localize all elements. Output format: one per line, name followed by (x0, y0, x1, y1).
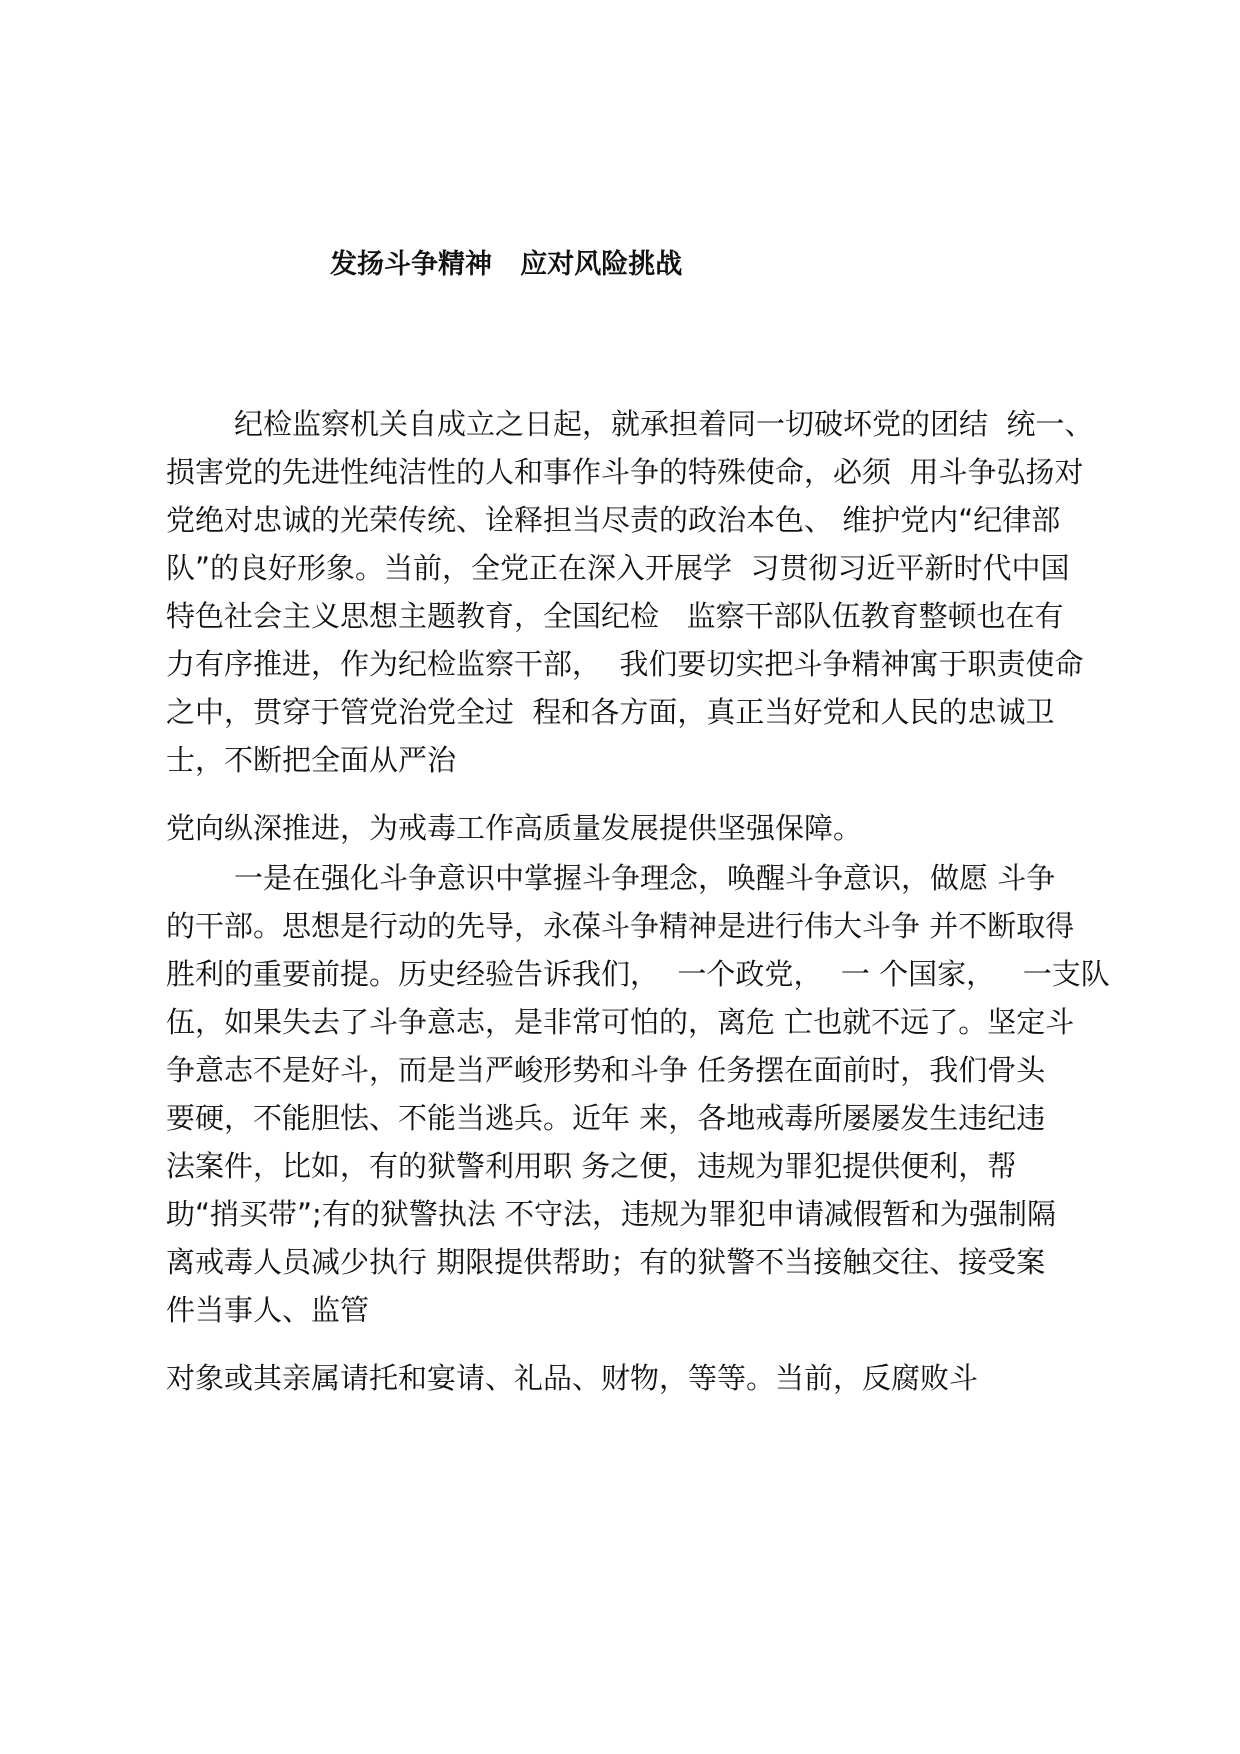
body-line: 伍，如果失去了斗争意志，是非常可怕的，离危 亡也就不远了。坚定斗 (166, 1005, 1075, 1039)
body-line: 士，不断把全面从严治 (166, 743, 457, 777)
body-line: 党绝对忠诚的光荣传统、诠释担当尽责的政治本色、 维护党内“纪律部 (166, 503, 1061, 537)
body-line: 法案件，比如，有的狱警利用职 务之便，违规为罪犯提供便利，帮 (166, 1149, 1017, 1183)
body-line: 之中，贯穿于管党治党全过 程和各方面，真正当好党和人民的忠诚卫 (166, 695, 1055, 729)
body-line: 件当事人、监管 (166, 1293, 370, 1327)
body-line: 党向纵深推进，为戒毒工作高质量发展提供坚强保障。 (166, 811, 863, 845)
document-title: 发扬斗争精神 应对风险挑战 (330, 249, 683, 280)
body-line: 纪检监察机关自成立之日起，就承担着同一切破坏党的团结 统一、 (234, 407, 1094, 441)
body-line: 队”的良好形象。当前，全党正在深入开展学 习贯彻习近平新时代中国 (166, 551, 1070, 585)
body-line: 对象或其亲属请托和宴请、礼品、财物，等等。当前，反腐败斗 (166, 1361, 979, 1395)
body-line: 要硬，不能胆怯、不能当逃兵。近年 来，各地戒毒所屡屡发生违纪违 (166, 1101, 1046, 1135)
body-line: 损害党的先进性纯洁性的人和事作斗争的特殊使命，必须 用斗争弘扬对 (166, 455, 1084, 489)
body-line: 胜利的重要前提。历史经验告诉我们， 一个政党， 一 个国家， 一支队 (166, 957, 1110, 991)
body-line: 助“捎买带”;有的狱警执法 不守法，违规为罪犯申请减假暂和为强制隔 (166, 1197, 1057, 1231)
body-line: 的干部。思想是行动的先导，永葆斗争精神是进行伟大斗争 并不断取得 (166, 909, 1075, 943)
body-line: 特色社会主义思想主题教育，全国纪检 监察干部队伍教育整顿也在有 (166, 599, 1064, 633)
body-line: 离戒毒人员减少执行 期限提供帮助；有的狱警不当接触交往、接受案 (166, 1245, 1046, 1279)
body-line: 力有序推进，作为纪检监察干部， 我们要切实把斗争精神寓于职责使命 (166, 647, 1084, 681)
body-line: 一是在强化斗争意识中掌握斗争理念，唤醒斗争意识，做愿 斗争 (234, 861, 1056, 895)
body-line: 争意志不是好斗，而是当严峻形势和斗争 任务摆在面前时，我们骨头 (166, 1053, 1046, 1087)
